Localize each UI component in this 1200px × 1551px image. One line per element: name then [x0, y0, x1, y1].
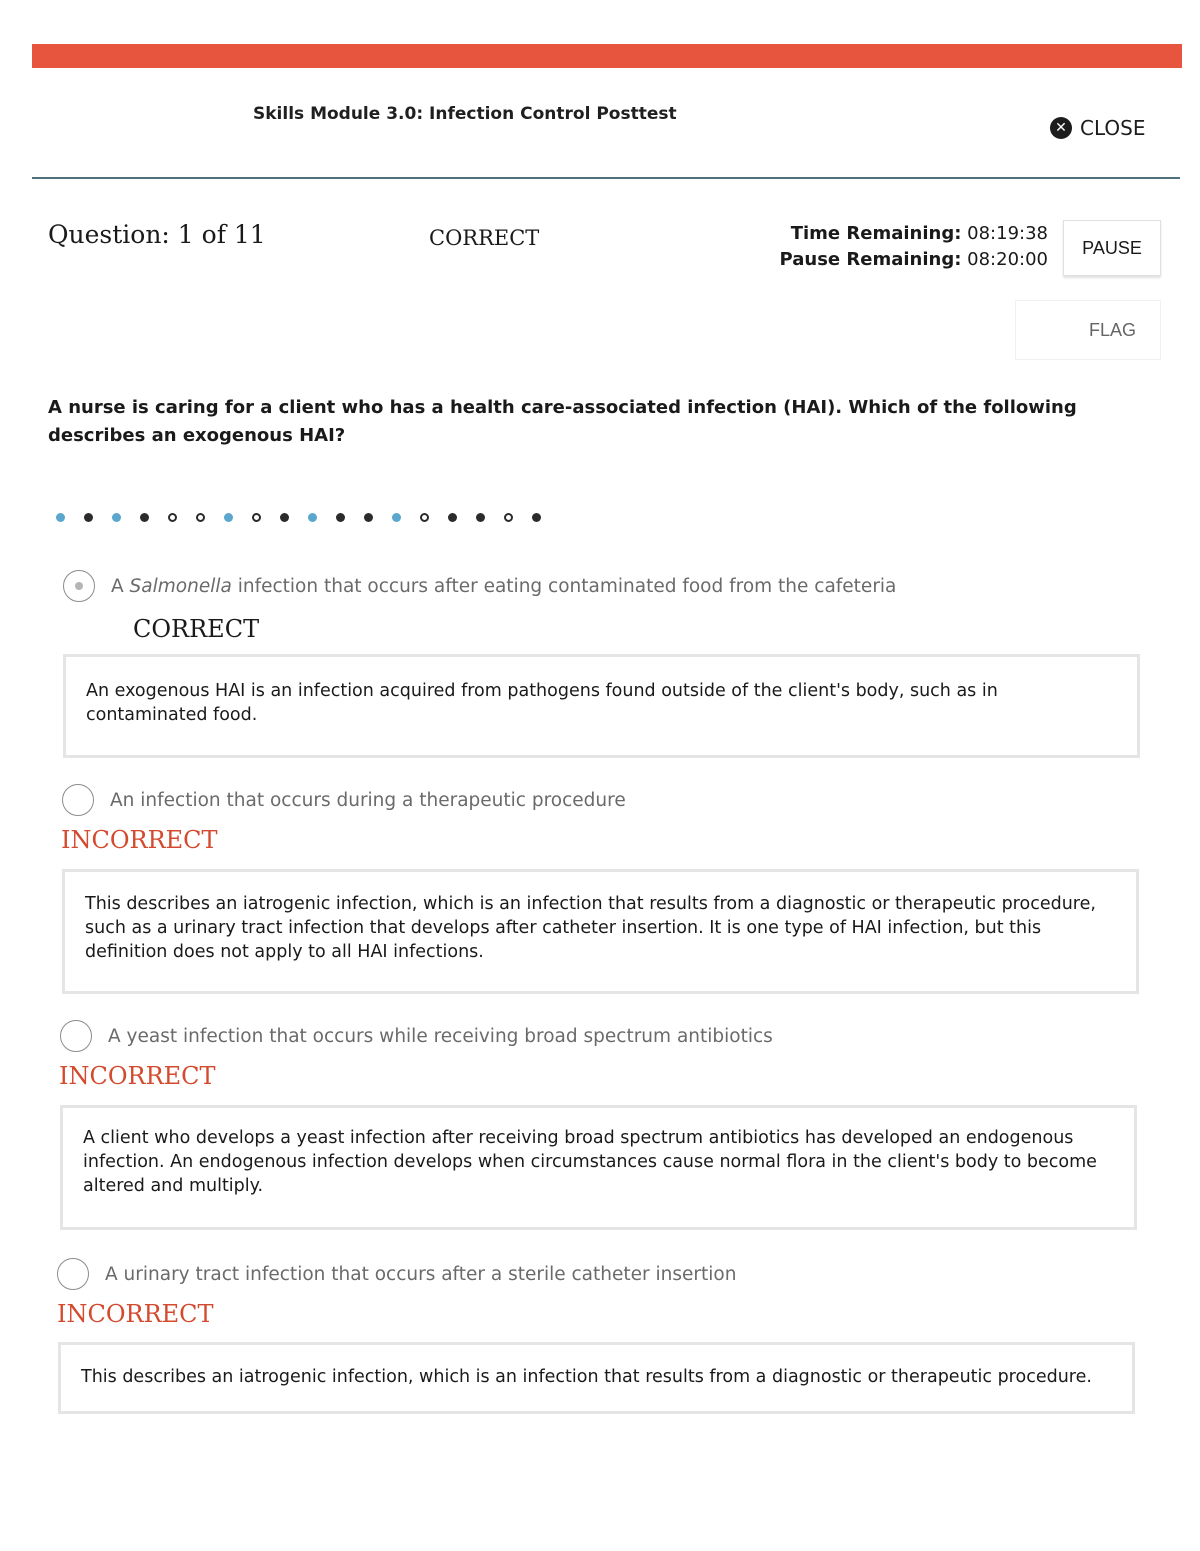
progress-dot [504, 513, 513, 522]
question-text: A nurse is caring for a client who has a health care-associated infection (HAI). Which of the following describes an exogenous HAI? [48, 397, 1077, 446]
close-label: CLOSE [1080, 116, 1146, 140]
option-text: A urinary tract infection that occurs after a sterile catheter insertion [105, 1263, 737, 1285]
time-remaining-label: Time Remaining: [790, 223, 962, 244]
pause-remaining-label: Pause Remaining: [779, 249, 962, 270]
progress-dot [196, 513, 205, 522]
flag-button[interactable]: FLAG [1015, 300, 1161, 360]
pause-button[interactable]: PAUSE [1063, 220, 1161, 276]
time-remaining [780, 221, 1048, 247]
progress-dot [336, 513, 345, 522]
progress-dot [420, 513, 429, 522]
answer-option-1[interactable] [63, 570, 896, 602]
feedback-label: INCORRECT [59, 1062, 216, 1090]
radio-button[interactable] [60, 1020, 92, 1052]
progress-dot [56, 513, 65, 522]
progress-dot [252, 513, 261, 522]
progress-dot [476, 513, 485, 522]
progress-dot [140, 513, 149, 522]
header-divider [32, 177, 1180, 179]
option-text: A Salmonella infection that occurs after eating contaminated food from the cafeteria [111, 575, 897, 597]
time-remaining-value: 08:19:38 [967, 223, 1048, 244]
question-counter: Question: 1 of 11 [48, 220, 266, 249]
feedback-label: INCORRECT [61, 826, 218, 854]
result-status: CORRECT [429, 226, 540, 250]
option-text: A yeast infection that occurs while receiving broad spectrum antibiotics [108, 1025, 773, 1047]
feedback-box: This describes an iatrogenic infection, which is an infection that results from a diagnostic or therapeutic procedure, such as a urinary tract infection that develops after catheter insertion. It is one type of HAI infection, but this definition does not apply to all HAI infections. [62, 869, 1139, 994]
radio-button[interactable] [62, 784, 94, 816]
feedback-label: INCORRECT [57, 1300, 214, 1328]
feedback-box: A client who develops a yeast infection after receiving broad spectrum antibiotics has developed an endogenous infection. An endogenous infection develops when circumstances cause normal flora in the client's body to become altered and multiply. [60, 1105, 1137, 1230]
module-title: Skills Module 3.0: Infection Control Posttest [253, 104, 677, 124]
feedback-box: This describes an iatrogenic infection, which is an infection that results from a diagnostic or therapeutic procedure. [58, 1342, 1135, 1414]
progress-dot [224, 513, 233, 522]
feedback-label: CORRECT [133, 615, 260, 643]
progress-dot [112, 513, 121, 522]
close-button[interactable] [1050, 114, 1145, 142]
progress-dots [56, 513, 541, 522]
radio-button[interactable] [57, 1258, 89, 1290]
x-circle-icon: ✕ [1050, 117, 1072, 139]
progress-dot [392, 513, 401, 522]
answer-option-4[interactable] [57, 1258, 736, 1290]
progress-dot [168, 513, 177, 522]
progress-dot [364, 513, 373, 522]
feedback-box: An exogenous HAI is an infection acquired from pathogens found outside of the client's body, such as in contaminated food. [63, 654, 1140, 758]
answer-option-3[interactable] [60, 1020, 773, 1052]
progress-dot [448, 513, 457, 522]
answer-option-2[interactable] [62, 784, 626, 816]
option-text: An infection that occurs during a therapeutic procedure [110, 789, 626, 811]
progress-dot [308, 513, 317, 522]
pause-remaining [780, 247, 1048, 273]
progress-dot [84, 513, 93, 522]
accent-bar [32, 44, 1182, 68]
pause-remaining-value: 08:20:00 [967, 249, 1048, 270]
timers [780, 221, 1048, 273]
progress-dot [280, 513, 289, 522]
radio-button[interactable] [63, 570, 95, 602]
progress-dot [532, 513, 541, 522]
